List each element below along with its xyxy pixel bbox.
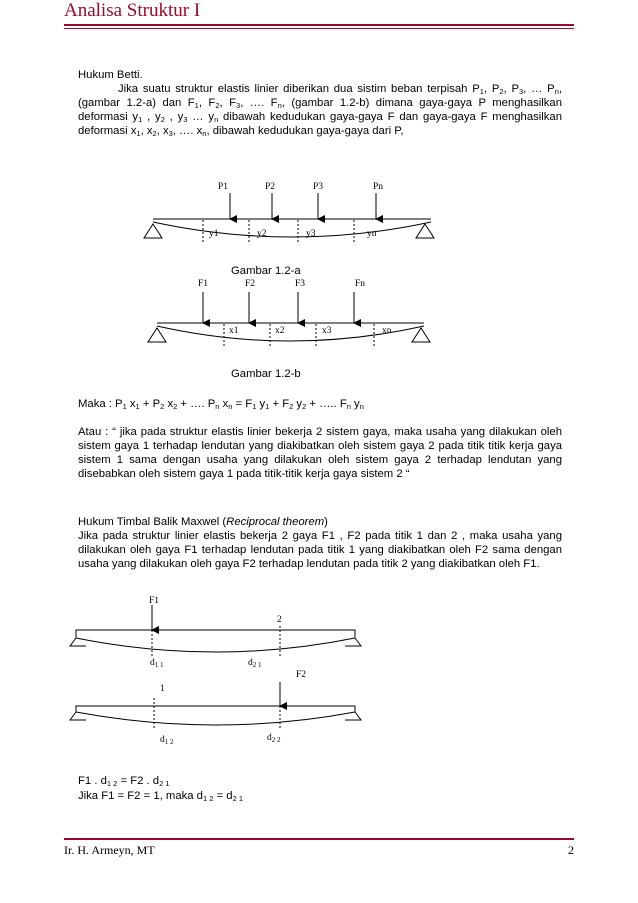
label-yn: yn — [367, 229, 377, 239]
label-d22: $d_{2 2}$ — [267, 733, 281, 744]
label-d21: $d_{2 1}$ — [248, 658, 262, 669]
betti-statement: Atau : “ jika pada struktur elastis linier bekerja 2 sistem gaya, maka usaha yang dilakukan oleh sistem gaya 1 terhadap lendutan yang diakibatkan oleh sistem gaya 2 pada titik titik kerja gaya sistem 1 sama dengan usaha yang dilakukan oleh sistem gaya 2 terhadap lendutan yang disebabkan oleh sistem gaya 1 pada titik-titik kerja gaya sistem 2 “ — [78, 426, 562, 480]
label-f2: F2 — [245, 279, 256, 289]
footer-page-number: 2 — [568, 843, 574, 857]
footer-rule — [64, 838, 574, 840]
label-fn: Fn — [355, 279, 366, 289]
label-xn: xn — [382, 326, 392, 336]
label-y2: y2 — [257, 229, 267, 239]
maxwell-heading: Hukum Timbal Balik Maxwel (Reciprocal theorem) — [78, 516, 328, 528]
label-x1: x1 — [229, 326, 239, 336]
maxwell-paragraph: Jika pada struktur linier elastis bekerja 2 gaya F1 , F2 pada titik 1 dan 2 , maka usaha yang dilakukan oleh gaya F1 terhadap lendutan pada titik 1 yang diakibatkan oleh F2 sama dengan usaha yang dilakukan oleh gaya F2 terhadap lendutan pada titik 2 yang diakibatkan oleh F1. — [78, 530, 562, 570]
label-p2: P2 — [265, 182, 276, 192]
footer-author: Ir. H. Armeyn, MT — [64, 843, 155, 857]
label-m-point2: 2 — [277, 615, 282, 625]
label-x2: x2 — [275, 326, 285, 336]
maxwell-result-1: F1 . $d_{1 2} = F2$ . $d_{2 1}$ — [78, 775, 170, 788]
figure-1-2-b — [148, 279, 430, 346]
label-m-f2: F2 — [296, 670, 307, 680]
label-pn: Pn — [373, 182, 384, 192]
betti-heading: Hukum Betti. — [78, 69, 143, 81]
label-d11: $d_{1 1}$ — [150, 658, 164, 669]
beam-m1 — [76, 630, 355, 652]
label-y1: y1 — [209, 229, 219, 239]
caption-fig-1-2-a: Gambar 1.2-a — [231, 265, 301, 277]
beam-a-deflected — [153, 222, 431, 237]
caption-fig-1-2-b: Gambar 1.2-b — [231, 368, 301, 380]
maxwell-figure-1 — [70, 596, 361, 669]
label-d12: $d_{1 2}$ — [160, 735, 174, 746]
label-f3: F3 — [295, 279, 306, 289]
maxwell-result-2: Jika F1 = F2 = 1, maka $d_{1 2} = d_{2 1}$ — [78, 790, 243, 803]
support-a-right — [416, 224, 434, 238]
label-m-point1: 1 — [160, 684, 165, 694]
betti-equation: Maka : $P_1$ $x_1 + P_2$ $x_2$ + …. $P_n$ $x_n = F_1$ $y_1 + F_2$ $y_2$ + ….. $F_n$ $y_n$ — [78, 398, 364, 411]
label-p1: P1 — [218, 182, 229, 192]
betti-paragraph: Jika suatu struktur elastis linier diberikan dua sistim beban terpisah $P_1$, $P_2$, $P_3$, … $P_n$, (gambar 1.2-a) dan $F_1$, $F_2$, $F_3$, …. $F_n$, (gambar 1.2-b) dimana gaya-gaya P menghasilkan deformasi $y_1$ , $y_2$ , $y_3$ … $y_n$ dibawah kedudukan gaya-gaya F dan gaya-gaya F menghasilkan deformasi $x_1$, $x_2$, $x_3$, …. $x_n$, dibawah kedudukan gaya-gaya dari P, — [78, 83, 563, 138]
support-b-left — [148, 328, 166, 342]
figure-1-2-a — [144, 182, 434, 244]
label-x3: x3 — [322, 326, 332, 336]
page-header-title: Analisa Struktur I — [64, 0, 201, 21]
support-b-right — [412, 328, 430, 342]
maxwell-figure-2 — [70, 670, 361, 746]
label-f1: F1 — [198, 279, 209, 289]
support-a-left — [144, 224, 162, 238]
label-p3: P3 — [313, 182, 324, 192]
label-y3: y3 — [306, 229, 316, 239]
beam-m2 — [76, 706, 355, 725]
label-m-f1: F1 — [149, 596, 160, 606]
